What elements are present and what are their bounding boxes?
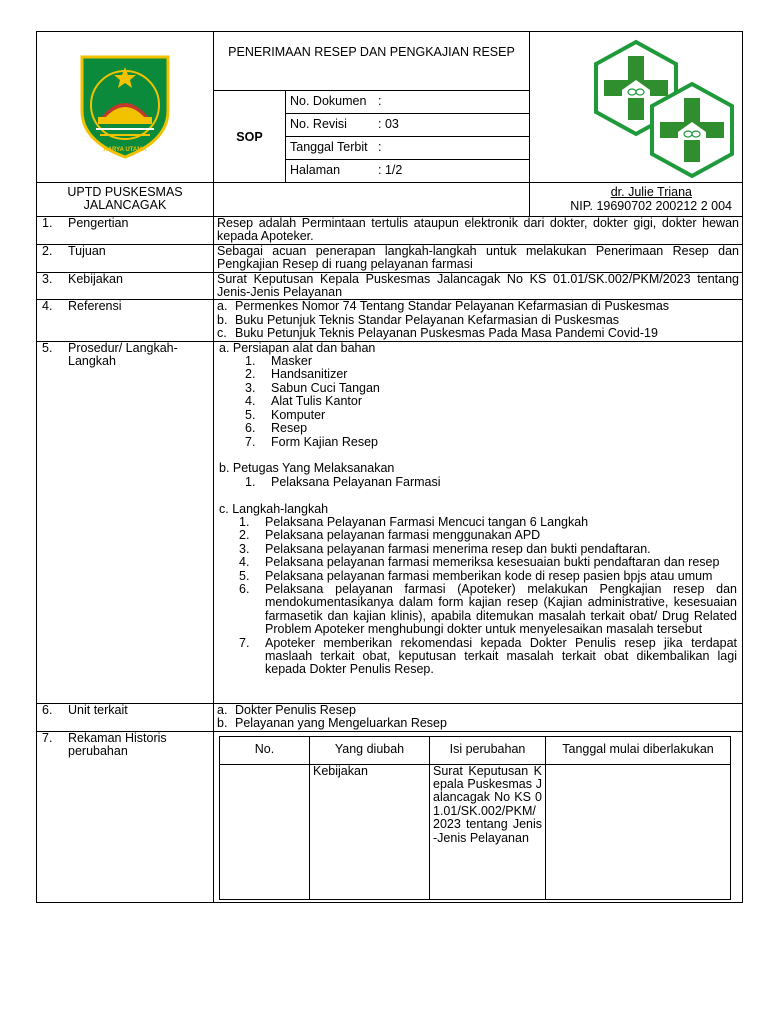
- blank-cell: [214, 183, 530, 217]
- list-text: Komputer: [271, 407, 326, 422]
- list-text: Resep: [271, 421, 308, 436]
- history-header-row: [220, 736, 731, 764]
- puskesmas-logo-icon: [530, 32, 742, 180]
- signature-block: [530, 183, 743, 217]
- unit-list: [214, 703, 743, 731]
- list-item: [239, 516, 737, 529]
- table-cell: Surat Keputusan Kepala Puskesmas Jalancagak No KS 01.01/SK.002/PKM/2023 tentang Jenis-Jenis Pelayanan: [430, 764, 546, 899]
- meta-value: :: [378, 94, 382, 108]
- list-marker: 2.: [245, 367, 256, 382]
- meta-row-no-revisi: [286, 114, 530, 137]
- table-cell: [546, 764, 731, 899]
- list-text: Sabun Cuci Tangan: [271, 380, 380, 395]
- reference-list: [214, 300, 743, 341]
- header-table: [36, 31, 743, 217]
- regency-logo-cell: [37, 32, 214, 183]
- list-marker: 5.: [239, 568, 250, 583]
- list-text: Handsanitizer: [271, 367, 348, 382]
- regency-emblem-icon: [78, 53, 172, 159]
- list-text: Alat Tulis Kantor: [271, 394, 363, 409]
- subsection-title-b: b. Petugas Yang Melaksanakan: [219, 461, 395, 476]
- column-header: Tanggal mulai diberlakukan: [546, 736, 731, 764]
- list-marker: 7.: [245, 434, 256, 449]
- section-label: Rekaman Historis perubahan: [68, 730, 167, 758]
- row-referensi: [37, 300, 743, 341]
- list-marker: 7.: [239, 635, 250, 650]
- subsection-list-c: [217, 516, 739, 677]
- section-text: Sebagai acuan penerapan langkah-langkah untuk melakukan Penerimaan Resep dan Pengkajian Resep di ruang pelayanan farmasi: [214, 244, 743, 272]
- list-marker: a.: [217, 702, 228, 717]
- subsection-list-a: [217, 355, 739, 449]
- list-item: [245, 409, 739, 422]
- list-item: [245, 476, 739, 489]
- section-number: 4.: [42, 299, 53, 314]
- document-title: PENERIMAAN RESEP DAN PENGKAJIAN RESEP: [214, 32, 530, 91]
- list-marker: b.: [217, 716, 228, 731]
- list-item: [239, 637, 737, 677]
- list-text: Dokter Penulis Resep: [235, 702, 356, 717]
- section-number: 1.: [42, 216, 53, 230]
- section-label: Kebijakan: [68, 271, 123, 286]
- list-text: Masker: [271, 354, 312, 369]
- meta-label: No. Dokumen: [290, 94, 367, 108]
- subsection-title-c: c. Langkah-langkah: [219, 501, 329, 516]
- list-text: Pelaksana pelayanan farmasi menerima resep dan bukti pendaftaran.: [265, 541, 651, 556]
- list-text: Pelaksana pelayanan farmasi menggunakan APD: [265, 528, 541, 543]
- list-marker: 2.: [239, 528, 250, 543]
- subsection-list-b: [217, 476, 739, 489]
- list-item: [217, 300, 739, 313]
- list-marker: 1.: [245, 354, 256, 369]
- list-marker: 4.: [239, 555, 250, 570]
- signer-name: dr. Julie Triana: [610, 185, 692, 199]
- meta-row-halaman: [286, 160, 530, 183]
- row-rekaman-historis: [37, 731, 743, 902]
- row-unit-terkait: [37, 703, 743, 731]
- procedure-content: [214, 341, 743, 703]
- meta-value: :: [378, 140, 382, 154]
- list-marker: 3.: [245, 380, 256, 395]
- section-label: Unit terkait: [68, 702, 128, 717]
- list-text: Pelayanan yang Mengeluarkan Resep: [235, 716, 447, 731]
- meta-label: No. Revisi: [290, 117, 347, 131]
- meta-value: : 1/2: [378, 163, 403, 177]
- section-text: Surat Keputusan Kepala Puskesmas Jalancagak No KS 01.01/SK.002/PKM/2023 tentang Jenis-Jenis Pelayanan: [214, 272, 743, 300]
- list-text: Apoteker memberikan rekomendasi kepada Dokter Penulis resep jika terdapat maslaah terkait obat, keputusan terkait masalah terkait obat dikembalikan lagi kepada Dokter Penulis Resep.: [265, 635, 737, 677]
- meta-label: Halaman: [290, 163, 341, 177]
- list-marker: 4.: [245, 394, 256, 409]
- section-number: 5.: [42, 340, 53, 355]
- list-text: Pelaksana pelayanan farmasi memeriksa kesesuaian bukti pendaftaran dan resep: [265, 555, 720, 570]
- list-text: Pelaksana pelayanan farmasi memberikan kode di resep pasien bpjs atau umum: [265, 568, 713, 583]
- list-text: Buku Petunjuk Teknis Pelayanan Puskesmas Pada Masa Pandemi Covid-19: [235, 326, 658, 341]
- list-item: [239, 583, 737, 637]
- list-item: [245, 382, 739, 395]
- list-text: Permenkes Nomor 74 Tentang Standar Pelayanan Kefarmasian di Puskesmas: [235, 299, 670, 314]
- list-marker: 1.: [239, 514, 250, 529]
- meta-row-tanggal-terbit: [286, 137, 530, 160]
- row-prosedur: [37, 341, 743, 703]
- section-label: Prosedur/ Langkah-Langkah: [68, 340, 178, 369]
- sop-document: [36, 31, 740, 903]
- list-marker: b.: [217, 312, 228, 327]
- puskesmas-logo-cell: [530, 32, 743, 183]
- list-marker: 6.: [245, 421, 256, 436]
- table-row: [220, 764, 731, 899]
- list-marker: 6.: [239, 581, 250, 596]
- column-header: Isi perubahan: [430, 736, 546, 764]
- list-text: Pelaksana Pelayanan Farmasi Mencuci tangan 6 Langkah: [265, 514, 589, 529]
- list-text: Pelaksana pelayanan farmasi (Apoteker) melakukan Pengkajian resep dan mendokumentasikanya dalam form kajian resep (Kajian administrative, kesesuaian farmasetik dan kajian klinis), apabila ditemukan masalah terkait obat/ Drug Related Problem Apoteker menghubungi dokter untuk menyelesaikan masalah tersebut: [265, 581, 737, 637]
- row-tujuan: [37, 244, 743, 272]
- list-text: Form Kajian Resep: [271, 434, 378, 449]
- svg-text:KARYA UTAMA: KARYA UTAMA: [103, 146, 147, 153]
- list-item: [217, 314, 739, 327]
- list-item: [239, 570, 737, 583]
- table-cell: [220, 764, 310, 899]
- list-marker: 1.: [245, 474, 256, 489]
- history-cell: [214, 731, 743, 902]
- organization-label: UPTD PUSKESMAS JALANCAGAK: [67, 185, 183, 212]
- history-table: [219, 736, 731, 900]
- section-number: 2.: [42, 243, 53, 258]
- list-marker: 5.: [245, 407, 256, 422]
- table-cell: Kebijakan: [310, 764, 430, 899]
- section-number: 3.: [42, 271, 53, 286]
- section-label: Pengertian: [68, 216, 129, 230]
- list-item: [245, 355, 739, 368]
- organization-name: [37, 183, 214, 217]
- section-number: 6.: [42, 702, 53, 717]
- meta-value: : 03: [378, 117, 399, 131]
- meta-label: Tanggal Terbit: [290, 140, 368, 154]
- list-item: [239, 529, 737, 542]
- meta-row-no-dokumen: [286, 91, 530, 114]
- signer-nip: NIP. 19690702 200212 2 004: [570, 199, 732, 213]
- list-item: [217, 327, 739, 340]
- list-item: [245, 368, 739, 381]
- row-pengertian: [37, 217, 743, 245]
- list-text: Pelaksana Pelayanan Farmasi: [271, 474, 441, 489]
- column-header: No.: [220, 736, 310, 764]
- list-item: [217, 717, 739, 730]
- list-item: [245, 436, 739, 449]
- list-item: [239, 543, 737, 556]
- list-text: Buku Petunjuk Teknis Standar Pelayanan Kefarmasian di Puskesmas: [235, 312, 620, 327]
- sop-body-table: [36, 216, 743, 903]
- list-item: [245, 395, 739, 408]
- section-text: Resep adalah Permintaan tertulis ataupun elektronik dari dokter, dokter gigi, dokter hewan kepada Apoteker.: [214, 217, 743, 245]
- list-marker: c.: [217, 326, 227, 341]
- section-label: Tujuan: [68, 243, 106, 258]
- list-item: [245, 422, 739, 435]
- section-number: 7.: [42, 730, 53, 745]
- list-marker: a.: [217, 299, 228, 314]
- column-header: Yang diubah: [310, 736, 430, 764]
- section-label: Referensi: [68, 299, 122, 314]
- list-marker: 3.: [239, 541, 250, 556]
- list-item: [239, 556, 737, 569]
- subsection-title-a: a. Persiapan alat dan bahan: [219, 340, 376, 355]
- list-item: [217, 704, 739, 717]
- row-kebijakan: [37, 272, 743, 300]
- sop-label: SOP: [214, 91, 286, 183]
